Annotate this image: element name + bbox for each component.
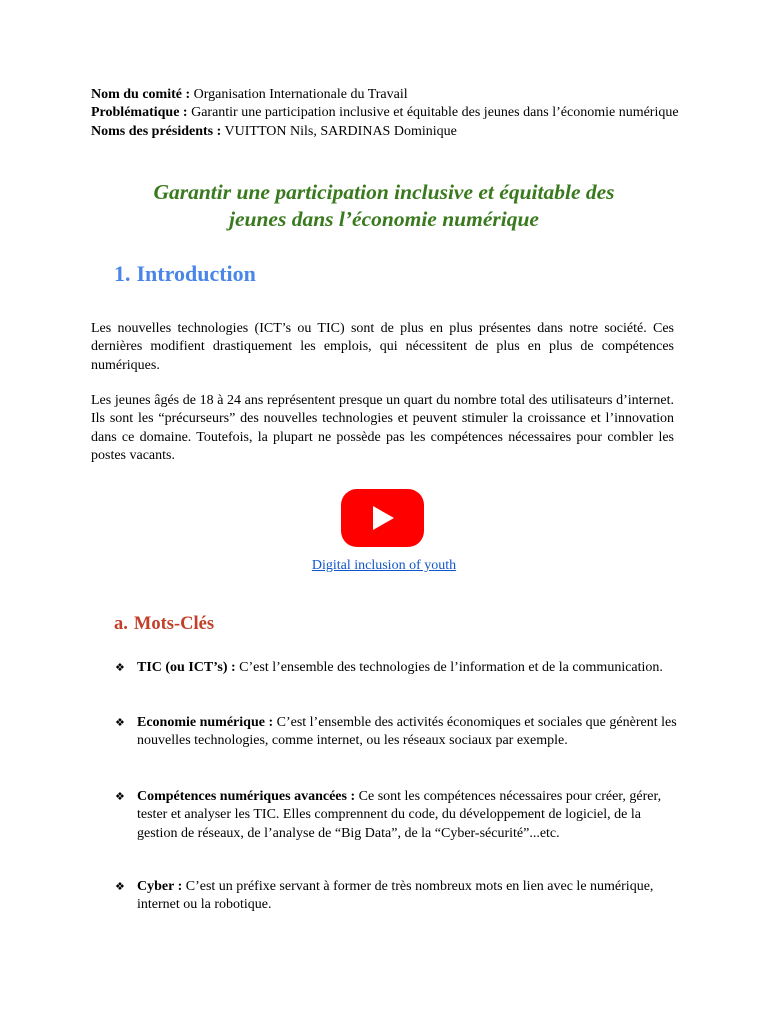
keyword-definition: C’est l’ensemble des technologies de l’information et de la communication. xyxy=(239,660,663,675)
subsection-number: a. xyxy=(114,614,128,634)
keyword-definition: C’est l’ensemble des activités économiques et sociales que génèrent les nouvelles technologies, comme internet, ou les réseaux sociaux par exemple. xyxy=(137,715,677,749)
committee-label: Nom du comité : xyxy=(91,87,191,102)
diamond-bullet-icon: ❖ xyxy=(115,880,125,893)
problem-line xyxy=(91,104,681,122)
subsection-heading-keywords xyxy=(114,611,214,637)
committee-line xyxy=(91,86,681,104)
keyword-term: Cyber : xyxy=(137,879,183,894)
document-title-line2: jeunes dans l’économie numérique xyxy=(229,207,539,231)
section-heading-introduction xyxy=(114,259,256,289)
intro-paragraph-1: Les nouvelles technologies (ICT’s ou TIC) sont de plus en plus présentes dans notre société. Ces dernières modifient drastiquement les emplois, qui nécessitent de plus en plus de compétences numériques. xyxy=(91,321,674,373)
youtube-play-button[interactable] xyxy=(341,489,424,547)
presidents-line xyxy=(91,123,681,141)
document-title xyxy=(60,179,708,233)
keyword-definition: C’est un préfixe servant à former de très nombreux mots en lien avec le numérique, internet ou la robotique. xyxy=(137,879,654,913)
keyword-term: Compétences numériques avancées : xyxy=(137,789,356,804)
diamond-bullet-icon: ❖ xyxy=(115,790,125,803)
problem-label: Problématique : xyxy=(91,105,188,121)
document-meta xyxy=(91,86,681,141)
keyword-term: TIC (ou ICT’s) : xyxy=(137,660,236,675)
keyword-term: Economie numérique : xyxy=(137,715,274,730)
section-title: Introduction xyxy=(136,261,256,286)
diamond-bullet-icon: ❖ xyxy=(115,716,125,729)
problem-value: Garantir une participation inclusive et équitable des jeunes dans l’économie numérique xyxy=(191,105,679,121)
document-title-line1: Garantir une participation inclusive et équitable des xyxy=(153,180,615,204)
youtube-play-icon xyxy=(341,489,424,547)
keyword-definition: Ce sont les compétences nécessaires pour créer, gérer, tester et analyser les TIC. Elles comprennent du code, du développement de logiciel, de la gestion de réseaux, de l’analyse de “Big Data”, de la “Cyber-sécurité”...etc. xyxy=(137,789,662,841)
presidents-label: Noms des présidents : xyxy=(91,123,222,139)
presidents-value: VUITTON Nils, SARDINAS Dominique xyxy=(224,123,457,139)
intro-paragraph-2: Les jeunes âgés de 18 à 24 ans représentent presque un quart du nombre total des utilisateurs d’internet. Ils sont les “précurseurs” des nouvelles technologies et peuvent stimuler la croissance et l’innovation dans ce domaine. Toutefois, la plupart ne possède pas les compétences nécessaires pour combler les postes vacants. xyxy=(91,393,674,464)
subsection-title: Mots-Clés xyxy=(133,614,215,634)
diamond-bullet-icon: ❖ xyxy=(115,661,125,674)
section-number: 1. xyxy=(114,261,131,286)
video-link[interactable]: Digital inclusion of youth xyxy=(311,558,457,573)
committee-value: Organisation Internationale du Travail xyxy=(193,87,408,102)
